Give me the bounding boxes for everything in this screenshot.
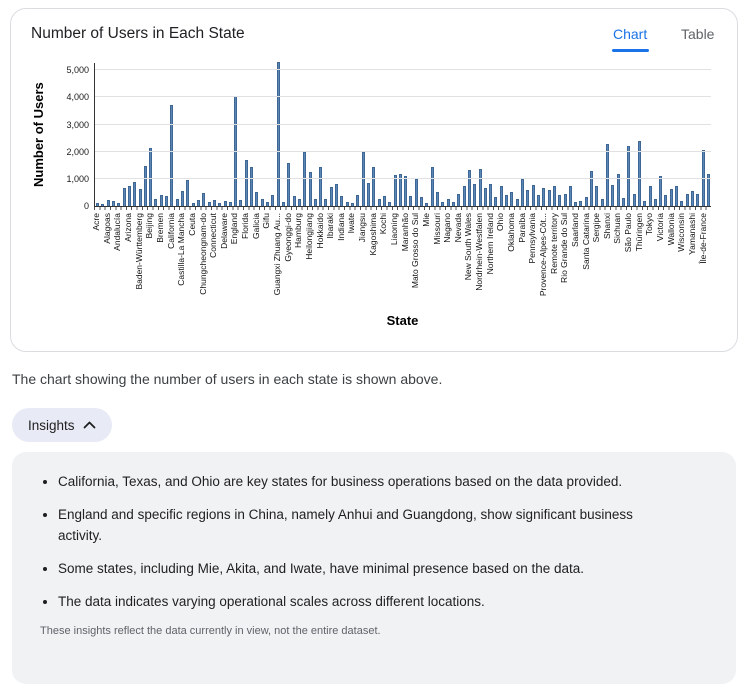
insights-footnote: These insights reflect the data currently in view, not the entire dataset. [40, 625, 381, 638]
bar [643, 201, 646, 206]
x-tick-label: Victoria [654, 213, 665, 242]
bar-series [95, 63, 711, 206]
insights-list [58, 472, 712, 612]
bar [606, 144, 609, 206]
x-axis-labels [91, 213, 711, 313]
x-tick-label: Kagoshima [367, 213, 378, 256]
bar [431, 167, 434, 206]
bar [468, 170, 471, 206]
insights-toggle-button[interactable] [12, 408, 112, 442]
bar [394, 175, 397, 206]
y-tick-label: 1,000 [66, 173, 89, 184]
bar [378, 199, 381, 206]
x-tick-label: Mie [420, 213, 431, 227]
x-tick-label: Missouri [431, 213, 442, 245]
bar [548, 190, 551, 206]
bar [133, 182, 136, 206]
bar [675, 186, 678, 206]
bar [595, 186, 598, 206]
gridline [95, 124, 711, 125]
bar [489, 184, 492, 206]
x-tick-label: Rio Grande do Sul [559, 213, 570, 283]
bar [224, 201, 227, 206]
bar [239, 200, 242, 206]
bar [505, 195, 508, 206]
bar [176, 199, 179, 206]
x-tick-label: Beijing [144, 213, 155, 239]
bar [420, 197, 423, 206]
x-tick-label: Oklahoma [506, 213, 517, 252]
y-axis-ticks [47, 63, 89, 211]
bar [654, 199, 657, 206]
bar [192, 203, 195, 206]
bar [324, 199, 327, 206]
bar [564, 194, 567, 206]
bar [255, 192, 258, 206]
bar [229, 202, 232, 206]
bar [181, 191, 184, 206]
x-tick-label: Kochi [378, 213, 389, 235]
bar [165, 196, 168, 206]
bar [277, 62, 280, 206]
bar [664, 195, 667, 206]
bar [590, 171, 593, 206]
bar [154, 199, 157, 206]
insight-item: • California, Texas, and Ohio are key states for business operations based on the data provided. [58, 472, 658, 492]
bar [680, 201, 683, 206]
bar [691, 191, 694, 206]
bar [457, 194, 460, 206]
x-tick-label: England [229, 213, 240, 245]
bar [553, 186, 556, 206]
bar [123, 188, 126, 206]
bar [627, 146, 630, 206]
bar [351, 203, 354, 206]
bar [303, 152, 306, 206]
bar [526, 190, 529, 206]
bar [542, 188, 545, 206]
x-tick-label: Northern Ireland [484, 213, 495, 275]
bar [112, 201, 115, 206]
bar [436, 192, 439, 206]
bar [622, 198, 625, 206]
x-tick-label: Bremen [154, 213, 165, 243]
x-tick-label: Sergipe [591, 213, 602, 243]
bar [319, 167, 322, 206]
bar [367, 183, 370, 206]
x-tick-label: Saarland [569, 213, 580, 248]
y-tick-label: 3,000 [66, 119, 89, 130]
bar [521, 179, 524, 206]
x-tick-label: Hamburg [293, 213, 304, 248]
insights-panel [12, 452, 736, 684]
x-tick-label: Gifu [261, 213, 272, 229]
bar [516, 199, 519, 206]
bar [266, 202, 269, 206]
bar [96, 203, 99, 206]
insight-item: • The data indicates varying operational scales across different locations. [58, 592, 658, 612]
bar [558, 195, 561, 206]
bar [170, 105, 173, 206]
bar [611, 185, 614, 206]
bar [372, 167, 375, 206]
x-tick-label: Nagano [442, 213, 453, 243]
x-tick-label: Provence-Alpes-Côt... [537, 213, 548, 297]
bar [186, 180, 189, 206]
bar [447, 199, 450, 206]
chart-title: Number of Users in Each State [31, 25, 245, 42]
x-tick-label: Wallonia [665, 213, 676, 246]
bar [245, 160, 248, 206]
y-axis-title: Number of Users [31, 82, 46, 188]
bar [383, 196, 386, 206]
x-tick-label: Delaware [218, 213, 229, 249]
chart-card [10, 8, 738, 352]
x-tick-label: Baden-Württemberg [133, 213, 144, 290]
active-tab-underline [612, 49, 649, 52]
x-tick-label: Nordrhein-Westfalen [474, 213, 485, 291]
y-tick-label: 0 [83, 201, 89, 211]
bar [452, 202, 455, 206]
y-tick-label: 4,000 [66, 92, 89, 103]
bar [686, 194, 689, 206]
x-tick-label: Alagoas [101, 213, 112, 244]
bar [213, 200, 216, 206]
tab-chart[interactable]: Chart [613, 26, 648, 42]
bar [149, 148, 152, 206]
chart-card-header [11, 9, 737, 57]
x-tick-label: Ohio [495, 213, 506, 231]
x-tick-label: Ibaraki [325, 213, 336, 239]
bar [537, 195, 540, 206]
bar [441, 202, 444, 206]
x-tick-label: Remote territory [548, 213, 559, 274]
x-tick-label: Ceuta [186, 213, 197, 236]
bar [128, 186, 131, 206]
bar [202, 193, 205, 206]
bar [160, 195, 163, 206]
x-axis-title: State [386, 313, 419, 328]
plot-area [94, 63, 711, 207]
insight-item: • England and specific regions in China, namely Anhui and Guangdong, show significant business activity. [58, 505, 658, 546]
bar [346, 202, 349, 206]
x-tick-label: Heilongjiang [303, 213, 314, 260]
x-tick-label: Thüringen [633, 213, 644, 252]
bar [362, 152, 365, 206]
x-tick-label: São Paulo [623, 213, 634, 253]
bar [500, 186, 503, 206]
chart-caption: The chart showing the number of users in each state is shown above. [12, 371, 443, 387]
x-tick-label: Galicia [250, 213, 261, 239]
bar [335, 184, 338, 206]
bar [314, 199, 317, 206]
bar [197, 200, 200, 206]
bar [287, 163, 290, 206]
bar [479, 169, 482, 206]
bar [494, 197, 497, 206]
bar [707, 174, 710, 206]
bar [409, 196, 412, 206]
bar [208, 202, 211, 206]
x-tick-label: Sichuan [612, 213, 623, 244]
x-tick-label: Andalucía [112, 213, 123, 251]
x-tick-label: Maranhão [399, 213, 410, 252]
bar [356, 195, 359, 206]
x-tick-label: Paraíba [516, 213, 527, 243]
bar [601, 199, 604, 206]
bar [139, 189, 142, 206]
insights-button-label: Insights [28, 417, 75, 433]
bar [404, 176, 407, 206]
bar [585, 197, 588, 207]
bar [532, 185, 535, 206]
chevron-up-icon [83, 421, 96, 429]
bar [101, 204, 104, 206]
bar [415, 179, 418, 206]
x-tick-label: Hokkaido [314, 213, 325, 249]
bar [696, 194, 699, 206]
x-tick-label: Santa Catarina [580, 213, 591, 270]
bar [330, 187, 333, 206]
x-tick-label: Acre [91, 213, 102, 231]
bar [298, 199, 301, 206]
y-tick-label: 5,000 [66, 65, 89, 76]
bar [633, 194, 636, 206]
bar [340, 196, 343, 206]
gridline [95, 178, 711, 179]
x-tick-label: New South Wales [463, 213, 474, 281]
x-tick-label: Nevada [452, 213, 463, 243]
x-tick-label: Pennsylvania [527, 213, 538, 264]
x-tick-label: California [165, 213, 176, 249]
bar [425, 203, 428, 206]
bar [250, 167, 253, 206]
bar [282, 202, 285, 206]
bar [569, 186, 572, 206]
bar [117, 203, 120, 206]
x-tick-label: Chungcheongnam-do [197, 213, 208, 295]
x-tick-label: Indiana [335, 213, 346, 241]
x-tick-label: Guangxi Zhuang Au... [272, 213, 282, 296]
x-tick-label: Wisconsin [676, 213, 687, 252]
bar [463, 186, 466, 206]
x-tick-label: Liaoning [389, 213, 400, 246]
x-tick-label: Gyeonggi-do [282, 213, 293, 262]
bar [388, 202, 391, 206]
bar [261, 199, 264, 206]
x-tick-label: Mato Grosso do Sul [410, 213, 421, 289]
x-tick-label: Connecticut [208, 213, 219, 258]
insight-item: • Some states, including Mie, Akita, and Iwate, have minimal presence based on the data. [58, 559, 658, 579]
bar [218, 203, 221, 206]
gridline [95, 151, 711, 152]
x-tick-label: Iwate [346, 213, 357, 234]
gridline [95, 69, 711, 70]
bar [574, 202, 577, 206]
chart-region [11, 57, 739, 353]
bar [271, 195, 274, 206]
bar [293, 196, 296, 206]
bar [649, 186, 652, 206]
x-tick-label: Île-de-France [697, 213, 708, 264]
bar [107, 200, 110, 206]
bar [670, 189, 673, 206]
bar [659, 176, 662, 206]
bar [510, 192, 513, 206]
x-axis-tick-marks [94, 207, 711, 210]
x-tick-label: Castilla-La Mancha [176, 213, 187, 286]
y-tick-label: 2,000 [66, 146, 89, 157]
tab-table[interactable]: Table [681, 26, 715, 42]
x-tick-label: Shanxi [601, 213, 612, 239]
x-tick-label: Jiangsu [357, 213, 368, 243]
bar [144, 166, 147, 206]
x-tick-label: Yamanashi [686, 213, 697, 255]
gridline [95, 96, 711, 97]
bar [484, 188, 487, 206]
x-tick-label: Arizona [123, 213, 134, 242]
x-tick-label: Florida [240, 213, 251, 239]
x-tick-label: Tokyo [644, 213, 655, 236]
bar [473, 184, 476, 206]
bar [579, 201, 582, 206]
